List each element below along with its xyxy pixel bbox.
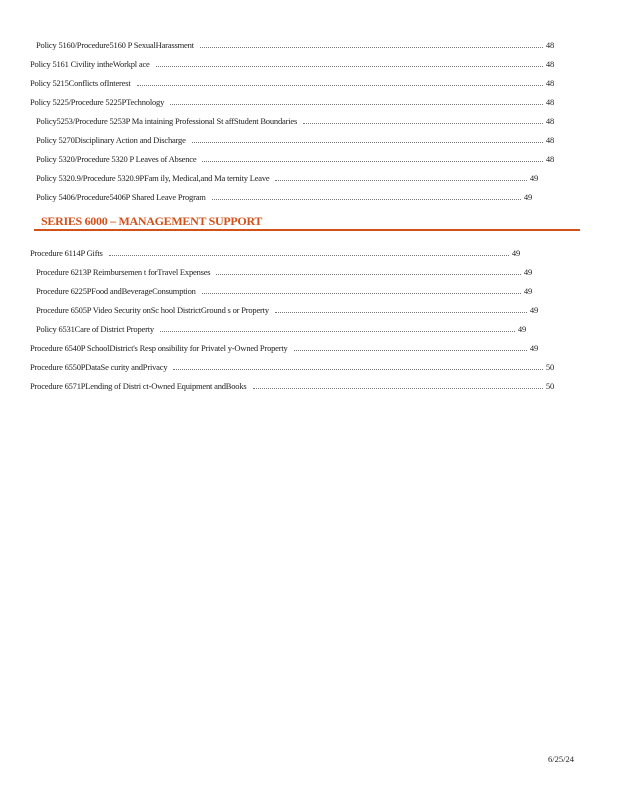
dot-leader [170,104,543,105]
toc-entry-label: Policy 5225/Procedure 5225PTechnology [30,97,165,107]
toc-entry-label: Procedure 6505P Video Security onSc hool DistrictGround s or Property [36,305,269,315]
dot-leader [216,274,520,275]
footer-date: 6/25/24 [548,754,574,764]
toc-entry-label: Policy 5160/Procedure5160 P SexualHarassment [36,40,194,50]
toc-entry [36,282,532,296]
toc-entry-label: Policy 6531Care of District Property [36,324,154,334]
toc-page-number: 48 [545,154,554,164]
toc-entry [36,112,554,126]
toc-page-number: 49 [523,192,532,202]
toc-page-number: 49 [529,305,538,315]
toc-entry [30,244,520,258]
toc-entry [36,131,554,145]
toc-entry [36,169,538,183]
toc-page-number: 48 [545,135,554,145]
toc-entry [30,339,538,353]
toc-entry [36,320,526,334]
toc-page-number: 49 [523,267,532,277]
toc-page-number: 48 [545,40,554,50]
series-heading: SERIES 6000 – MANAGEMENT SUPPORT [41,214,263,228]
toc-entry [30,377,554,391]
dot-leader [303,123,543,124]
toc-entry [36,188,532,202]
toc-entry-label: Procedure 6571PLending of Distri ct-Owned Equipment andBooks [30,381,247,391]
dot-leader [173,369,543,370]
toc-entry-label: Policy 5320/Procedure 5320 P Leaves of Absence [36,154,197,164]
toc-entry [36,150,554,164]
dot-leader [275,180,526,181]
dot-leader [200,47,543,48]
dot-leader [109,255,509,256]
toc-entry [30,74,554,88]
toc-entry [36,301,538,315]
toc-entry-label: Procedure 6225PFood andBeverageConsumption [36,286,196,296]
toc-page-number: 49 [523,286,532,296]
toc-page-number: 48 [545,78,554,88]
toc-entry-label: Procedure 6213P Reimbursemen t forTravel Expenses [36,267,211,277]
dot-leader [137,85,543,86]
toc-entry-label: Policy5253/Procedure 5253P Ma intaining Professional St affStudent Boundaries [36,116,298,126]
toc-entry-label: Policy 5215Conflicts ofInterest [30,78,131,88]
toc-page-number: 49 [529,343,538,353]
dot-leader [160,331,515,332]
toc-page-number: 50 [545,362,554,372]
toc-entry-label: Procedure 6114P Gifts [30,248,103,258]
toc-entry-label: Procedure 6540P SchoolDistrict's Resp onsibility for Privatel y-Owned Property [30,343,288,353]
toc-page-number: 49 [529,173,538,183]
dot-leader [192,142,543,143]
toc-entry [30,358,554,372]
toc-entry-label: Policy 5161 Civility intheWorkpl ace [30,59,150,69]
toc-entry [36,263,532,277]
dot-leader [212,199,521,200]
toc-entry-label: Policy 5406/Procedure5406P Shared Leave Program [36,192,206,202]
toc-entry-label: Policy 5320.9/Procedure 5320.9PFam ily, Medical,and Ma ternity Leave [36,173,270,183]
toc-page-number: 48 [545,116,554,126]
dot-leader [253,388,543,389]
toc-entry [30,93,554,107]
toc-page-number: 48 [545,97,554,107]
dot-leader [202,293,521,294]
dot-leader [202,161,542,162]
toc-entry [30,55,554,69]
toc-page-number: 48 [545,59,554,69]
toc-entry-label: Procedure 6550PDataSe curity andPrivacy [30,362,168,372]
dot-leader [275,312,527,313]
toc-entry [36,36,554,50]
toc-page-number: 50 [545,381,554,391]
toc-entry-label: Policy 5270Disciplinary Action and Discharge [36,135,186,145]
dot-leader [294,350,527,351]
series-divider [34,229,580,231]
toc-page-number: 49 [511,248,520,258]
dot-leader [156,66,543,67]
toc-page-number: 49 [517,324,526,334]
